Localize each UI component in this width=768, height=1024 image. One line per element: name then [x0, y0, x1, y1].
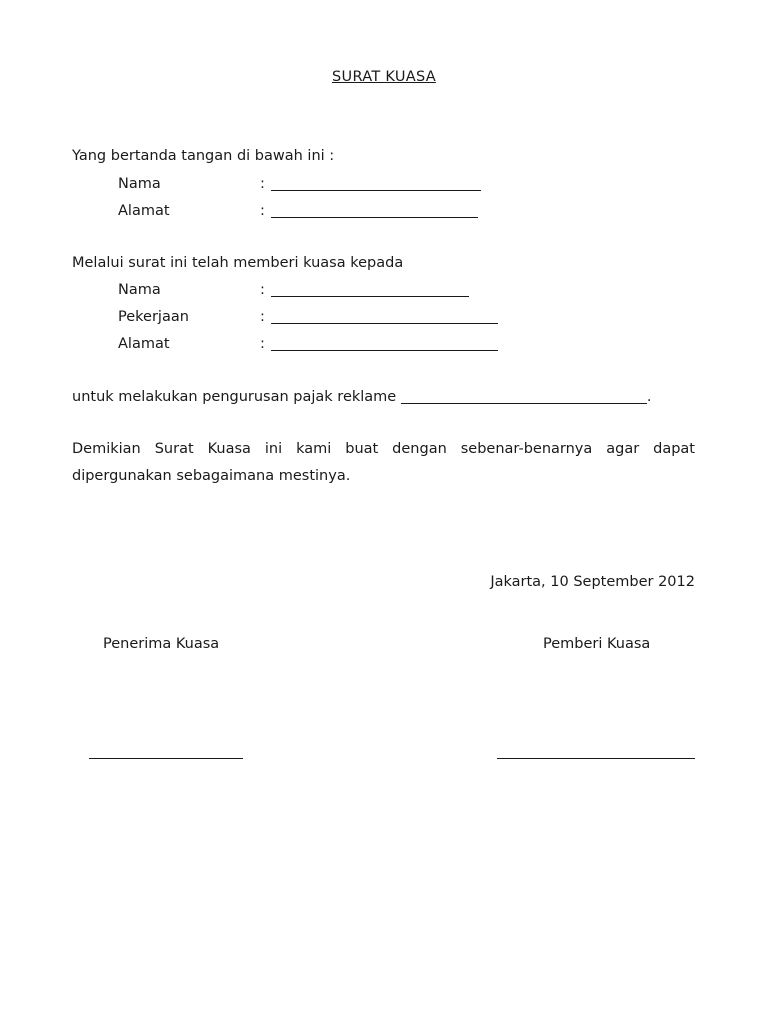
- grantee-intro: Melalui surat ini telah memberi kuasa kepada: [72, 255, 404, 271]
- colon: :: [260, 282, 265, 298]
- grantee-address-row: [118, 335, 498, 352]
- colon: :: [260, 176, 265, 192]
- purpose-text: untuk melakukan pengurusan pajak reklame: [72, 389, 397, 405]
- grantor-address-blank[interactable]: [271, 202, 478, 218]
- grantee-address-blank[interactable]: [271, 335, 498, 351]
- colon: :: [260, 309, 265, 325]
- giver-label: Pemberi Kuasa: [543, 636, 651, 652]
- giver-signature-line[interactable]: [497, 758, 695, 759]
- closing-paragraph: Demikian Surat Kuasa ini kami buat dengan sebenar-benarnya agar dapat dipergunakan sebagaimana mestinya.: [72, 441, 695, 484]
- purpose-end: .: [646, 389, 652, 405]
- colon: :: [260, 203, 265, 219]
- grantee-name-row: [118, 281, 469, 298]
- grantee-name-blank[interactable]: [271, 281, 469, 297]
- grantor-name-row: [118, 175, 481, 192]
- purpose-blank[interactable]: [401, 388, 647, 404]
- grantor-name-label: Nama: [118, 176, 161, 192]
- document-title: SURAT KUASA: [332, 69, 436, 85]
- grantor-intro: Yang bertanda tangan di bawah ini :: [72, 148, 335, 164]
- recipient-signature-line[interactable]: [89, 758, 243, 759]
- colon: :: [260, 336, 265, 352]
- grantee-name-label: Nama: [118, 282, 161, 298]
- grantor-name-blank[interactable]: [271, 175, 481, 191]
- place-date: Jakarta, 10 September 2012: [490, 574, 695, 590]
- grantor-address-row: [118, 202, 478, 219]
- grantee-job-label: Pekerjaan: [118, 309, 189, 325]
- grantee-job-row: [118, 308, 498, 325]
- grantor-address-label: Alamat: [118, 203, 170, 219]
- grantee-address-label: Alamat: [118, 336, 170, 352]
- recipient-label: Penerima Kuasa: [103, 636, 220, 652]
- purpose-line: [72, 388, 651, 405]
- grantee-job-blank[interactable]: [271, 308, 498, 324]
